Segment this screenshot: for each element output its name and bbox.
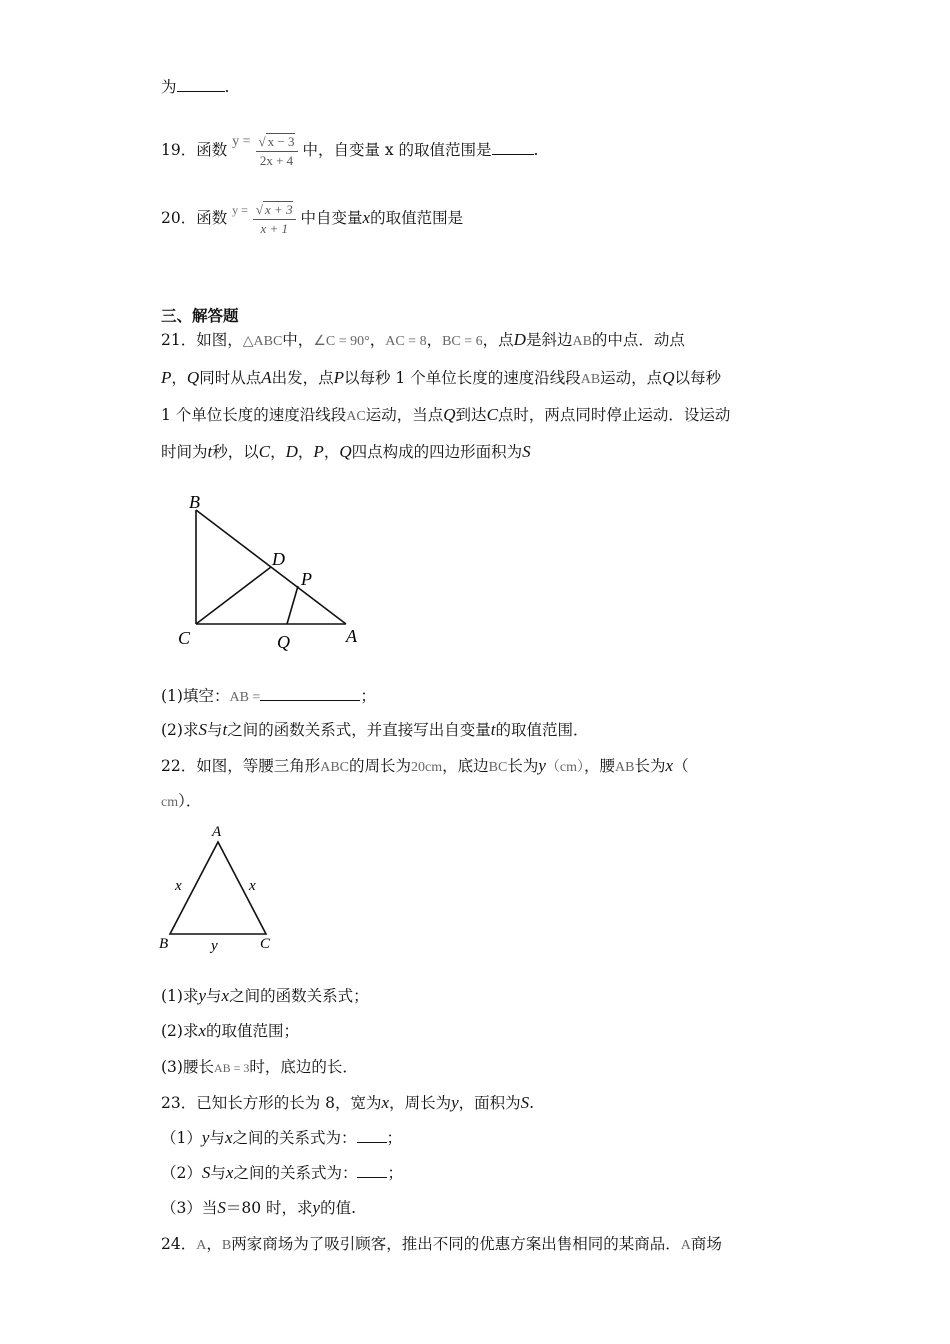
question-21-part1: (1)填空：AB = ； [161,687,376,705]
label-P: P [301,569,312,589]
label-y: y [211,938,218,954]
figure-21-triangle [170,488,370,653]
label-Q: Q [277,632,290,652]
figure-22-triangle [155,822,285,957]
question-21-line1: 21．如图，△ABC中，∠C = 90°，AC = 8，BC = 6，点D是斜边AB的中点．动点 [161,330,685,349]
question-22-line1: 22．如图，等腰三角形ABC的周长为20cm，底边BC长为y（cm），腰AB长为x（ [161,756,689,775]
answer-blank [177,91,225,92]
question-19: 19．函数 y = $\frac{√ x - 3}{2x + 4}$ 中，自变量 x 的取值范围是 . [161,133,539,168]
label-B: B [189,492,200,512]
answer-blank [357,1142,387,1143]
question-22-part3: (3)腰长AB = 3时，底边的长． [161,1058,358,1076]
label-D: D [272,549,285,569]
label-B: B [159,936,169,952]
label-C: C [260,936,271,952]
question-23-part2: （2）S与x之间的关系式为： ； [161,1163,403,1182]
question-23-part3: （3）当S＝80 时，求y的值. [161,1198,357,1217]
label-x-right: x [249,878,256,894]
q18-tail: 为 . [161,78,230,96]
answer-blank [260,700,360,701]
answer-blank [492,154,534,155]
question-21-line3: 1 个单位长度的速度沿线段AC运动，当点Q到达C点时，两点同时停止运动．设运动 [161,405,731,424]
answer-blank [357,1177,387,1178]
label-A: A [346,626,357,646]
question-21-line2: P，Q同时从点A出发，点P以每秒 1 个单位长度的速度沿线段AB运动，点Q以每秒 [161,368,721,387]
question-22-part2: (2)求x的取值范围； [161,1021,300,1040]
label-x-left: x [175,878,182,894]
label-C: C [178,628,191,648]
fraction: $\frac{√ x + 3}{x + 1}$ [253,202,296,237]
question-20: 20．函数 $^{y =}$ $\frac{√ x + 3}{x + 1}$ 中自变量x的取值范围是 [161,201,464,236]
question-23-part1: （1）y与x之间的关系式为： ； [161,1128,403,1147]
label-A: A [212,824,222,840]
question-22-line2: cm）． [161,792,202,810]
question-21-line4: 时间为t秒，以C，D，P，Q四点构成的四边形面积为S [161,442,531,461]
fraction: $\frac{√ x - 3}{2x + 4}$ [256,134,298,169]
section-title: 三、解答题 [161,306,239,325]
question-21-part2: (2)求S与t之间的函数关系式，并直接写出自变量t的取值范围． [161,720,589,739]
question-24-line1: 24．A，B两家商场为了吸引顾客，推出不同的优惠方案出售相同的某商品．A商场 [161,1235,722,1253]
question-23-line1: 23．已知长方形的长为 8，宽为x，周长为y，面积为S. [161,1093,535,1112]
question-22-part1: (1)求y与x之间的函数关系式； [161,986,369,1005]
